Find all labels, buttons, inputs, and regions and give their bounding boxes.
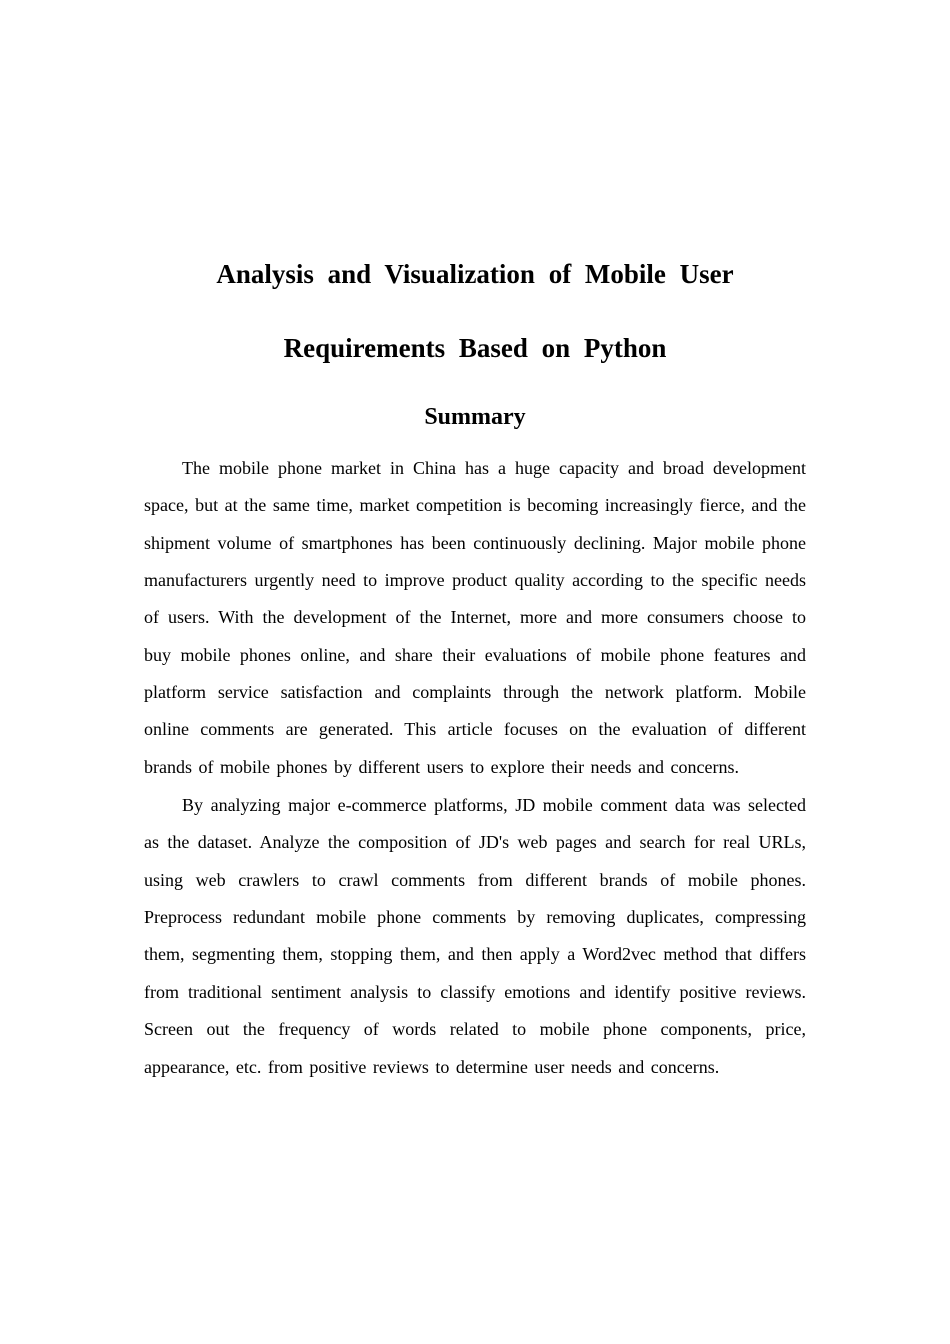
abstract-paragraph: The mobile phone market in China has a huge capacity and broad development space, but at the same time, market competition is becoming increasingly fierce, and the shipment volume of smartphones has been continuously declining. Major mobile phone manufacturers urgently need to improve product quality according to the specific needs of users. With the development of the Internet, more and more consumers choose to buy mobile phones online, and share their evaluations of mobile phone features and platform service satisfaction and complaints through the network platform. Mobile online comments are generated. This article focuses on the evaluation of different brands of mobile phones by different users to explore their needs and concerns. <box>144 458 806 777</box>
section-heading: Summary <box>424 404 526 430</box>
abstract-paragraph: By analyzing major e-commerce platforms, JD mobile comment data was selected as the dataset. Analyze the composition of JD's web pages and search for real URLs, using web crawlers to crawl comments from different brands of mobile phones. Preprocess redundant mobile phone comments by removing duplicates, compressing them, segmenting them, stopping them, and then apply a Word2vec method that differs from traditional sentiment analysis to classify emotions and identify positive reviews. Screen out the frequency of words related to mobile phone components, price, appearance, etc. from positive reviews to determine user needs and concerns. <box>144 795 806 1077</box>
paper-title-line-1: Analysis and Visualization of Mobile User <box>216 259 734 289</box>
paper-title-line-2: Requirements Based on Python <box>283 333 667 363</box>
abstract-body <box>144 450 806 1086</box>
